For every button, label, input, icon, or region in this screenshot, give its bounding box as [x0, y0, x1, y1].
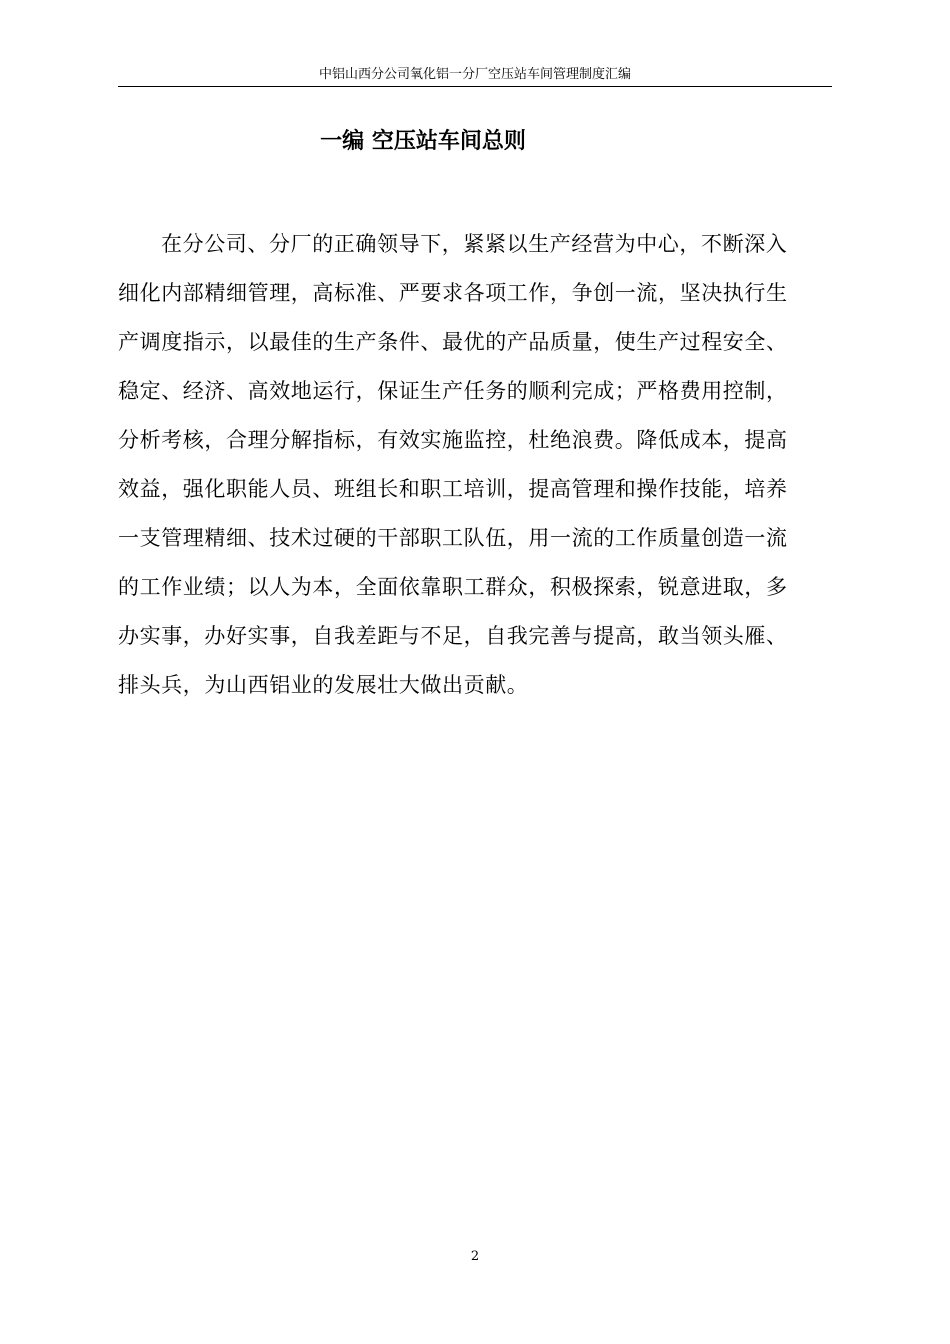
paragraph-line: 效益，强化职能人员、班组长和职工培训，提高管理和操作技能，培养: [118, 477, 788, 501]
body-paragraph: [118, 220, 832, 710]
paragraph-line: 产调度指示，以最佳的生产条件、最优的产品质量，使生产过程安全、: [118, 330, 788, 354]
header-divider: [118, 86, 832, 87]
paragraph-line: 排头兵，为山西铝业的发展壮大做出贡献。: [118, 673, 529, 697]
paragraph-line: 办实事，办好实事，自我差距与不足，自我完善与提高，敢当领头雁、: [118, 624, 788, 648]
paragraph-line: 一支管理精细、技术过硬的干部职工队伍，用一流的工作质量创造一流: [118, 526, 788, 550]
running-header: 中铝山西分公司氧化铝一分厂空压站车间管理制度汇编: [318, 67, 631, 82]
paragraph-line: 在分公司、分厂的正确领导下，紧紧以生产经营为中心，不断深入: [161, 232, 788, 256]
paragraph-line: 的工作业绩；以人为本，全面依靠职工群众，积极探索，锐意进取，多: [118, 575, 788, 599]
section-title: 一编 空压站车间总则: [320, 128, 526, 154]
page-number: 2: [470, 1249, 480, 1264]
paragraph-line: 稳定、经济、高效地运行，保证生产任务的顺利完成；严格费用控制，: [118, 379, 788, 403]
paragraph-line: 分析考核，合理分解指标，有效实施监控，杜绝浪费。降低成本，提高: [118, 428, 788, 452]
paragraph-line: 细化内部精细管理，高标准、严要求各项工作，争创一流，坚决执行生: [118, 281, 788, 305]
